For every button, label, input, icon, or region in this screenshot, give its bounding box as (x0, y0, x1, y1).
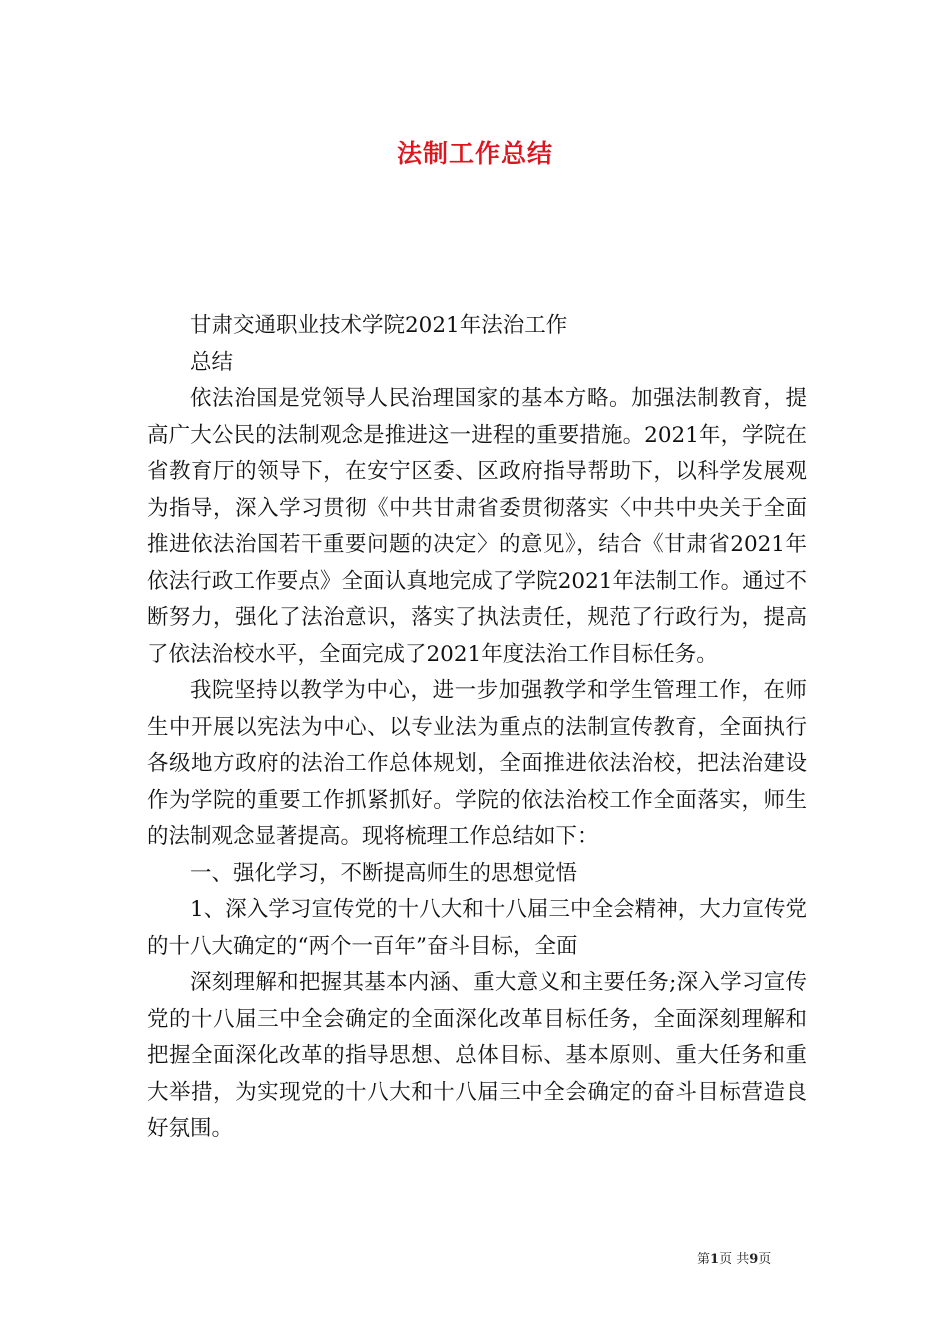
footer-total-pages: 9 (749, 1252, 759, 1267)
document-body (147, 308, 807, 1148)
paragraph-intro: 依法治国是党领导人民治理国家的基本方略。加强法制教育，提高广大公民的法制观念是推进这一进程的重要措施。2021年，学院在省教育厅的领导下，在安宁区委、区政府指导帮助下，以科学发展观为指导，深入学习贯彻《中共甘肃省委贯彻落实〈中共中央关于全面推进依法治国若干重要问题的决定〉的意见》，结合《甘肃省2021年依法行政工作要点》全面认真地完成了学院2021年法制工作。通过不断努力，强化了法治意识，落实了执法责任，规范了行政行为，提高了依法治校水平，全面完成了2021年度法治工作目标任务。 (147, 386, 807, 667)
paragraph-overview: 我院坚持以教学为中心，进一步加强教学和学生管理工作，在师生中开展以宪法为中心、以专业法为重点的法制宣传教育，全面执行各级地方政府的法治工作总体规划，全面推进依法治校，把法治建设作为学院的重要工作抓紧抓好。学院的依法治校工作全面落实，师生的法制观念显著提高。现将梳理工作总结如下： (147, 678, 807, 849)
footer-middle: 页 共 (719, 1252, 750, 1267)
page-number-footer (697, 1248, 771, 1267)
paragraph-item-1-continued: 深刻理解和把握其基本内涵、重大意义和主要任务;深入学习宣传党的十八届三中全会确定的全面深化改革目标任务，全面深刻理解和把握全面深化改革的指导思想、总体目标、基本原则、重大任务和重大举措，为实现党的十八大和十八届三中全会确定的奋斗目标营造良好氛围。 (147, 970, 807, 1141)
paragraph-subtitle-line1: 甘肃交通职业技术学院2021年法治工作 (190, 313, 568, 338)
document-title: 法制工作总结 (396, 139, 553, 168)
footer-suffix: 页 (758, 1252, 772, 1267)
footer-prefix: 第 (697, 1252, 711, 1267)
paragraph-item-1: 1、深入学习宣传党的十八大和十八届三中全会精神，大力宣传党的十八大确定的“两个一百年”奋斗目标，全面 (147, 897, 807, 959)
section-heading-1: 一、强化学习，不断提高师生的思想觉悟 (190, 860, 578, 886)
footer-current-page: 1 (710, 1252, 720, 1267)
paragraph-subtitle-line2: 总结 (190, 349, 234, 375)
